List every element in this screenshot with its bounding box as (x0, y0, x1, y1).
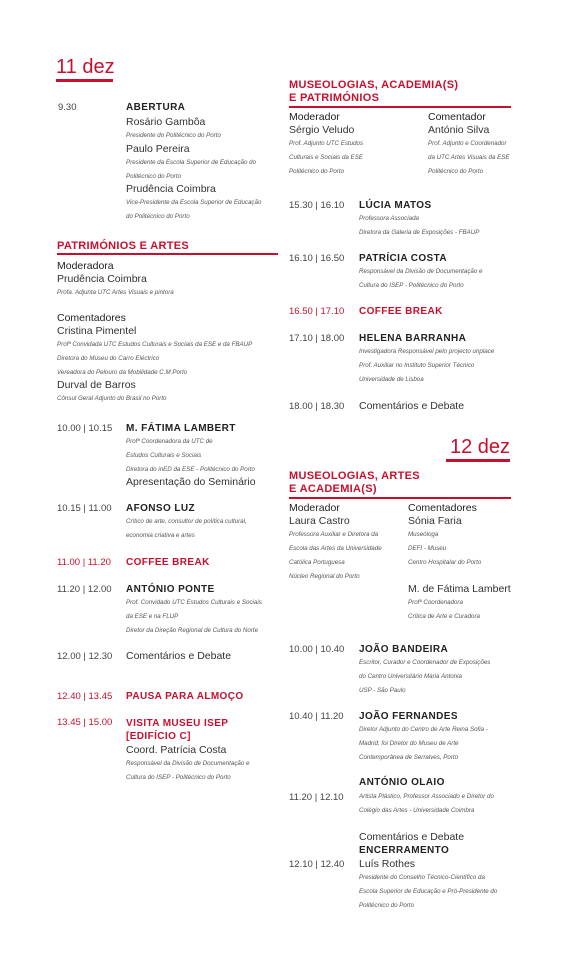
speaker-name: Paulo Pereira (126, 143, 190, 155)
session-title: PATRÍCIA COSTA (359, 253, 448, 264)
abertura-time: 9.30 (58, 102, 77, 113)
comentadores-label: Comentadores (408, 502, 477, 514)
day-title-underline (446, 459, 510, 462)
speaker-name: Prudência Coimbra (126, 183, 216, 195)
session-time: 11.00 | 11.20 (57, 557, 111, 568)
comentador-role: Profª Convidada UTC Estudos Culturais e Sociais da ESE e da FBAUP Diretora do Museu do Carro Eléctrico Vereadora do Pelouro da Mobilidade C.M.Porto (57, 341, 253, 376)
comentador-name: Cristina Pimentel (57, 325, 137, 337)
comentador-name: Durval de Barros (57, 379, 136, 391)
session-time: 13.45 | 15.00 (57, 717, 113, 728)
coffee-break-title: COFFEE BREAK (359, 306, 443, 317)
speaker-role: Presidente da Escola Superior de Educação do Politécnico do Porto (126, 159, 257, 180)
section-title-patrimonios: PATRIMÓNIOS E ARTES (57, 240, 190, 252)
moderadora-name: Prudência Coimbra (57, 273, 147, 285)
comentador-role: Cônsul Geral Adjunto do Brasil no Porto (57, 395, 167, 402)
session-title: JOÃO FERNANDES (359, 711, 458, 722)
session-title: ANTÓNIO PONTE (126, 584, 215, 595)
comentador-name: M. de Fátima Lambert (408, 583, 511, 595)
session-time: 16.50 | 17.10 (289, 306, 345, 317)
visit-role: Responsável da Divisão de Documentação e Cultura do ISEP - Politécnico do Porto (126, 760, 250, 781)
section-rule (289, 497, 511, 499)
session-title: LÚCIA MATOS (359, 200, 432, 211)
comentador-name: António Silva (428, 124, 490, 136)
session-title: ANTÓNIO OLAIO (359, 777, 445, 788)
visit-title: VISITA MUSEU ISEP [EDIFÍCIO C] (126, 718, 229, 742)
moderador-role: Professora Auxiliar e Diretora da Escola das Artes da Universidade Católica Portuguesa Núcleo Regional do Porto (289, 531, 382, 580)
session-time: 10.00 | 10.15 (57, 423, 113, 434)
session-title: HELENA BARRANHA (359, 333, 467, 344)
session-time: 10.40 | 11.20 (289, 711, 344, 722)
moderador-label: Moderador (289, 502, 340, 514)
session-time: 10.00 | 10.40 (289, 644, 345, 655)
session-role: Escritor, Curador e Coordenador de Exposições do Centro Universitário Maria Antonia USP - São Paulo (359, 659, 491, 694)
closing-speaker: Luís Rothes (359, 858, 416, 870)
comentador-role: Profª Coordenadora Crítica de Arte e Curadora (408, 599, 480, 620)
moderadora-role: Profa. Adjunta UTC Artes Visuais e pintora (57, 289, 174, 296)
speaker-role: Vice-Presidente da Escola Superior de Educação do Politécnico do Porto (126, 199, 262, 220)
debate-title: Comentários e Debate (359, 400, 465, 412)
session-time: 17.10 | 18.00 (289, 333, 345, 344)
moderador-role: Prof. Adjunto UTC Estudos Culturais e Sociais da ESE Politécnico do Porto (289, 140, 364, 175)
session-time: 12.10 | 12.40 (289, 859, 345, 870)
session-role: Professora Associada Diretora da Galeria de Exposições - FBAUP (359, 215, 480, 236)
abertura-title: ABERTURA (126, 102, 186, 113)
session-role: Profª Coordenadora da UTC de Estudos Culturais e Sociais Diretora do inED da ESE - Politécnico do Porto (126, 438, 255, 473)
session-role: Diretor Adjunto do Centro de Arte Reina Sofia - Madrid; foi Diretor do Museu de Arte Contemporânea de Serralves, Porto (359, 726, 488, 761)
visit-coordinator: Coord. Patrícia Costa (126, 744, 227, 756)
session-role: Investigadora Responsável pelo projecto unplace Prof. Auxiliar no Instituto Superior Técnico Universidade de Lisboa (359, 348, 495, 383)
moderadora-label: Moderadora (57, 260, 114, 272)
session-title: M. FÁTIMA LAMBERT (126, 423, 236, 434)
session-role: Prof. Convidado UTC Estudos Culturais e Sociais da ESE e na FLUP Diretor da Direção Regional de Cultura do Norte (126, 599, 262, 634)
session-time: 15.30 | 16.10 (289, 200, 345, 211)
session-title: AFONSO LUZ (126, 503, 195, 514)
coffee-break-title: COFFEE BREAK (126, 557, 210, 568)
session-title: JOÃO BANDEIRA (359, 644, 449, 655)
section-rule (289, 106, 511, 108)
session-time: 18.00 | 18.30 (289, 401, 345, 412)
session-time: 11.20 | 12.00 (57, 584, 112, 595)
session-time: 16.10 | 16.50 (289, 253, 345, 264)
section-rule (57, 253, 278, 255)
day-title-11-dez: 11 dez (56, 56, 115, 78)
comentadores-label: Comentadores (57, 312, 126, 324)
session-time: 12.40 | 13.45 (57, 691, 113, 702)
speaker-role: Presidente do Politécnico do Porto (126, 132, 221, 139)
day-title-12-dez: 12 dez (450, 436, 511, 458)
session-time: 10.15 | 11.00 (57, 503, 112, 514)
comentador-name: Sónia Faria (408, 515, 462, 527)
session-time: 12.00 | 12.30 (57, 651, 113, 662)
session-time: 11.20 | 12.10 (289, 792, 344, 803)
day-title-underline (56, 79, 113, 82)
comentador-role: Prof. Adjunto e Coordenador da UTC Artes Visuais da ESE Politécnico do Porto (428, 140, 510, 175)
session-role: Artista Plástico, Professor Associado e Diretor do Colégio das Artes - Universidade Coimbra (359, 793, 494, 814)
lunch-title: PAUSA PARA ALMOÇO (126, 691, 244, 702)
moderador-name: Laura Castro (289, 515, 350, 527)
session-role: Responsável da Divisão de Documentação e Cultura do ISEP - Politécnico do Porto (359, 268, 483, 289)
moderador-name: Sérgio Veludo (289, 124, 355, 136)
session-role: Crítico de arte, consultor de política cultural, economia criativa e artes (126, 518, 247, 539)
comentador-role: Museóloga DEFI - Museu Centro Hospitalar do Porto (408, 531, 482, 566)
moderador-label: Moderador (289, 111, 340, 123)
debate-title: Comentários e Debate (359, 831, 465, 843)
closing-title: ENCERRAMENTO (359, 845, 450, 856)
closing-role: Presidente do Conselho Técnico-Científico da Escola Superior de Educação e Pró-Presidente do Politécnico do Porto (359, 874, 498, 909)
comentador-label: Comentador (428, 111, 486, 123)
speaker-name: Rosário Gambôa (126, 116, 206, 128)
section-title-museologias-1: MUSEOLOGIAS, ACADEMIA(S) E PATRIMÓNIOS (289, 79, 459, 104)
debate-title: Comentários e Debate (126, 650, 232, 662)
session-extra: Apresentação do Seminário (126, 476, 256, 488)
section-title-museologias-2: MUSEOLOGIAS, ARTES E ACADEMIA(S) (289, 470, 420, 495)
